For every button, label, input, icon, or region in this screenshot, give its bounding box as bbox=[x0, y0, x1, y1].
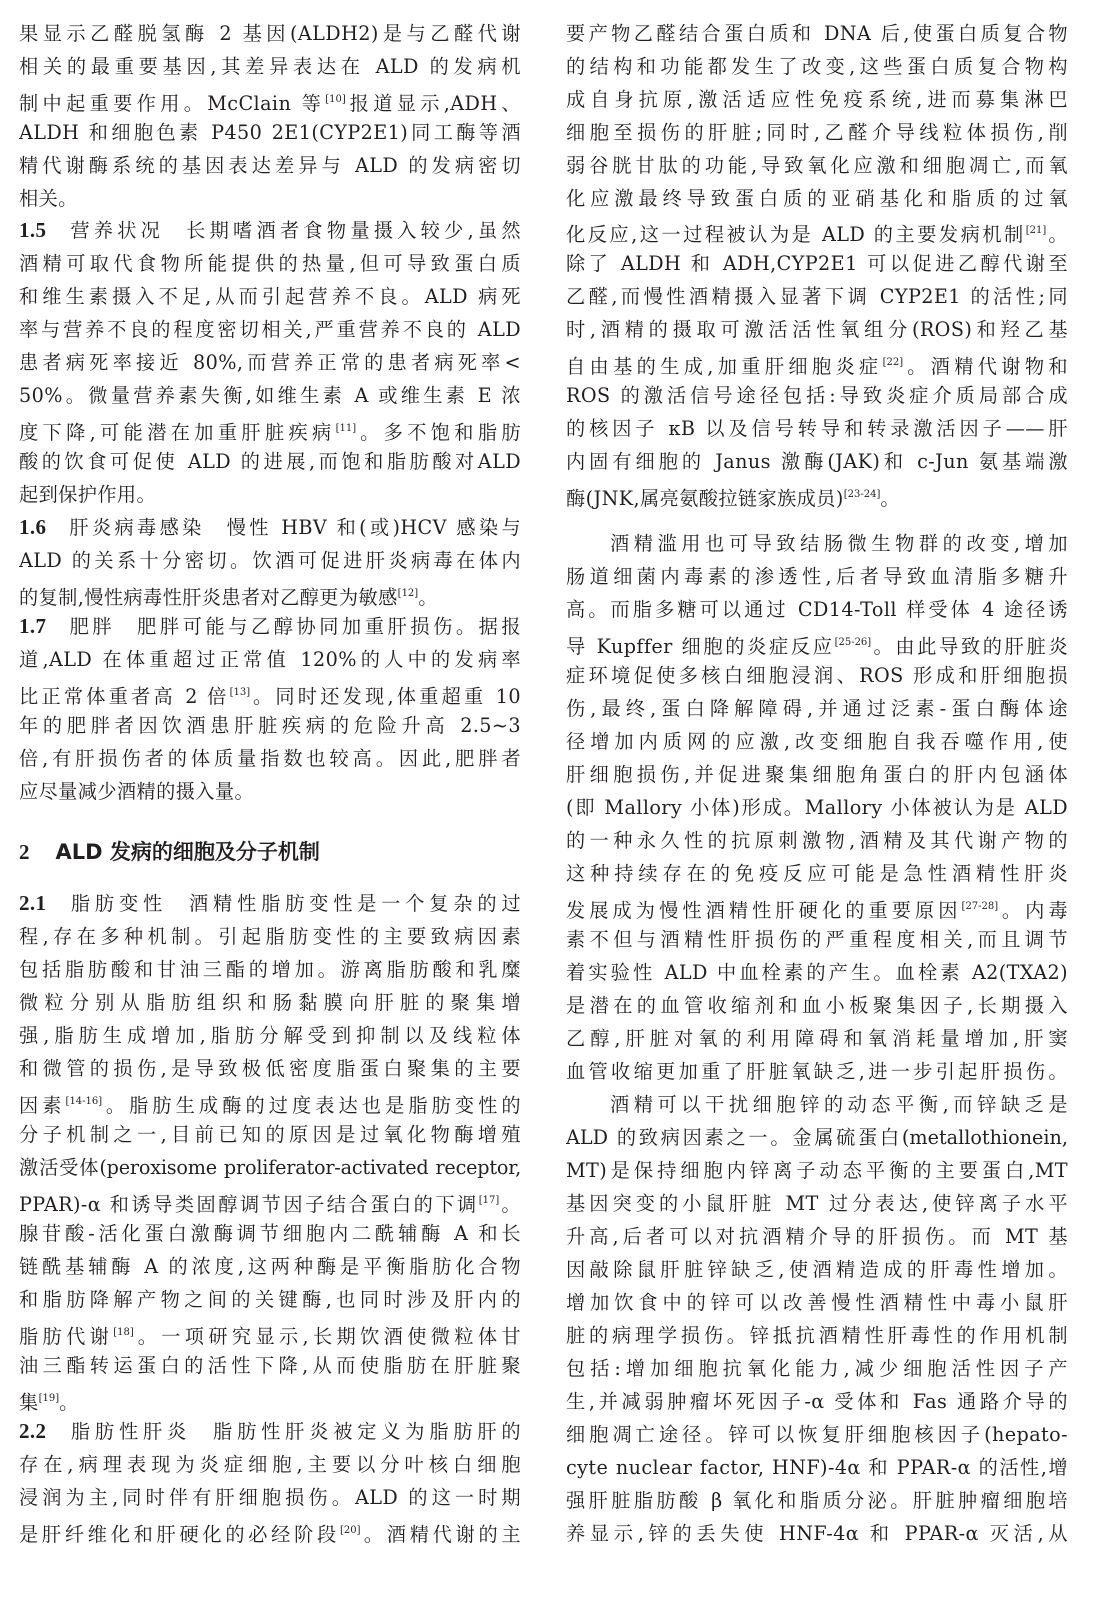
text-line: 浸润为主,同时伴有肝细胞损伤。ALD 的这一时期 bbox=[19, 1486, 521, 1509]
citation: [27-28] bbox=[961, 901, 999, 912]
citation: [10] bbox=[325, 94, 346, 105]
text-line: 肝细胞损伤,并促进聚集细胞角蛋白的肝内包涵体 bbox=[566, 763, 1068, 786]
text-line: 油三酯转运蛋白的活性下降,从而使脂肪在肝脏聚 bbox=[19, 1354, 521, 1377]
text-line: 乙醛,而慢性酒精摄入显著下调 CYP2E1 的活性;同 bbox=[566, 285, 1068, 308]
text-line bbox=[19, 676, 521, 709]
text-line: 程,存在多种机制。引起脂肪变性的主要致病因素 bbox=[19, 925, 521, 948]
section-2-1-first-line bbox=[19, 887, 521, 920]
section-title: 肝炎病毒感染 bbox=[66, 516, 205, 539]
text-line bbox=[566, 478, 1068, 511]
text-line: 这种持续存在的免疫反应可能是急性酒精性肝炎 bbox=[566, 862, 1068, 885]
text: 。一项研究显示,长期饮酒使微粒体甘 bbox=[133, 1325, 521, 1348]
text-line: 强肝脏脂肪酸 β 氧化和脂质分泌。肝脏肿瘤细胞培 bbox=[566, 1489, 1068, 1512]
text-line bbox=[19, 1382, 521, 1415]
text-line: 和脂肪降解产物之间的关键酶,也同时涉及肝内的 bbox=[19, 1288, 521, 1311]
citation: [13] bbox=[229, 687, 251, 698]
text-line bbox=[19, 1184, 521, 1217]
text: 。由此导致的肝脏炎 bbox=[871, 635, 1068, 658]
text: 化反应,这一过程被认为是 ALD 的主要发病机制 bbox=[566, 223, 1026, 246]
text-line: 年的肥胖者因饮酒患肝脏疾病的危险升高 2.5~3 bbox=[19, 714, 521, 737]
section-2-heading bbox=[19, 832, 320, 872]
text: 脂肪代谢 bbox=[19, 1325, 114, 1348]
text-line: 成自身抗原,激活适应性免疫系统,进而募集淋巴 bbox=[566, 88, 1068, 111]
section-number: 1.6 bbox=[19, 515, 47, 539]
text-line: ALD 的致病因素之一。金属硫蛋白(metallothionein, bbox=[566, 1126, 1068, 1149]
text-line: 生,并减弱肿瘤坏死因子-α 受体和 Fas 通路介导的 bbox=[566, 1390, 1068, 1413]
text-line: 是潜在的血管收缩剂和血小板聚集因子,长期摄入 bbox=[566, 994, 1068, 1017]
text-line: 基因突变的小鼠肝脏 MT 过分表达,使锌离子水平 bbox=[566, 1192, 1068, 1215]
text-line: 倍,有肝损伤者的体质量指数也较高。因此,肥胖者 bbox=[19, 747, 521, 770]
citation: [23-24] bbox=[843, 489, 881, 500]
text-line: ROS 的激活信号途径包括:导致炎症介质局部合成 bbox=[566, 384, 1068, 407]
text: 。 bbox=[418, 586, 438, 609]
paragraph-first-line: 酒精滥用也可导致结肠微生物群的改变,增加 bbox=[610, 532, 1068, 555]
text-line: 50%。微量营养素失衡,如维生素 A 或维生素 E 浓 bbox=[19, 384, 521, 407]
text-line: 时,酒精的摄取可激活活性氧组分(ROS)和羟乙基 bbox=[566, 318, 1068, 341]
text-line: 伤,最终,蛋白降解障碍,并通过泛素-蛋白酶体途 bbox=[566, 697, 1068, 720]
citation: [14-16] bbox=[65, 1096, 103, 1107]
section-number: 2.2 bbox=[19, 1419, 47, 1443]
text-line: 细胞至损伤的肝脏;同时,乙醛介导线粒体损伤,削 bbox=[566, 121, 1068, 144]
text-line: 升高,后者可以对抗酒精介导的肝损伤。而 MT 基 bbox=[566, 1225, 1068, 1248]
text-line: 微粒分别从脂肪组织和肠黏膜向肝脏的聚集增 bbox=[19, 991, 521, 1014]
text-line: 细胞凋亡途径。锌可以恢复肝细胞核因子(hepato- bbox=[566, 1423, 1068, 1446]
text-line: 精代谢酶系统的基因表达差异与 ALD 的发病密切 bbox=[19, 154, 521, 177]
text: 。 bbox=[1046, 223, 1068, 246]
text: 比正常体重者高 2 倍 bbox=[19, 685, 230, 708]
text-line: 养显示,锌的丢失使 HNF-4α 和 PPAR-α 灭活,从 bbox=[566, 1522, 1068, 1545]
citation: [17] bbox=[478, 1195, 500, 1206]
text: 。酒精代谢的主 bbox=[360, 1523, 521, 1546]
text-line: 因敲除鼠肝脏锌缺乏,使酒精造成的肝毒性增加。 bbox=[566, 1258, 1068, 1281]
text-line: 率与营养不良的程度密切相关,严重营养不良的 ALD bbox=[19, 318, 521, 341]
section-1-5-first-line bbox=[19, 214, 521, 247]
text-line: 内固有细胞的 Janus 激酶(JAK)和 c-Jun 氨基端激 bbox=[566, 450, 1068, 473]
citation: [22] bbox=[882, 357, 904, 368]
text: 。 bbox=[880, 487, 900, 510]
text-line: 和维生素摄入不足,从而引起营养不良。ALD 病死 bbox=[19, 285, 521, 308]
text-line bbox=[566, 626, 1068, 659]
text: 报道显示,ADH、 bbox=[345, 92, 521, 115]
text-line: 增加饮食中的锌可以改善慢性酒精性中毒小鼠肝 bbox=[566, 1291, 1068, 1314]
text-line bbox=[19, 1514, 521, 1547]
text-line: 症环境促使多核白细胞浸润、ROS 形成和肝细胞损 bbox=[566, 664, 1068, 687]
text-line: 果显示乙醛脱氢酶 2 基因(ALDH2)是与乙醛代谢 bbox=[19, 22, 521, 45]
text-line: 的一种永久性的抗原刺激物,酒精及其代谢产物的 bbox=[566, 829, 1068, 852]
text-line: 高。而脂多糖可以通过 CD14-Toll 样受体 4 途径诱 bbox=[566, 598, 1068, 621]
text-line: 径增加内质网的应激,改变细胞自我吞噬作用,使 bbox=[566, 730, 1068, 753]
citation: [25-26] bbox=[834, 637, 872, 648]
text-line bbox=[19, 1316, 521, 1349]
text-line bbox=[566, 890, 1068, 923]
text-line: cyte nuclear factor, HNF)-4α 和 PPAR-α 的活性,增 bbox=[566, 1456, 1068, 1479]
text-line: 的结构和功能都发生了改变,这些蛋白质复合物构 bbox=[566, 55, 1068, 78]
text: 长期嗜酒者食物量摄入较少,虽然 bbox=[186, 219, 521, 242]
section-title: 肥胖 bbox=[66, 615, 116, 638]
text-line: 的核因子 κB 以及信号转导和转录激活因子——肝 bbox=[566, 417, 1068, 440]
text: 制中起重要作用。McClain 等 bbox=[19, 92, 326, 115]
text-line: ALDH 和细胞色素 P450 2E1(CYP2E1)同工酶等酒 bbox=[19, 121, 521, 144]
text: 。脂肪生成酶的过度表达也是脂肪变性的 bbox=[102, 1094, 521, 1117]
text-line: 起到保护作用。 bbox=[19, 483, 157, 506]
section-title: 营养状况 bbox=[66, 219, 165, 242]
text-line: 相关的最重要基因,其差异表达在 ALD 的发病机 bbox=[19, 55, 521, 78]
text: 慢性 HBV 和(或)HCV 感染与 bbox=[226, 516, 521, 539]
text-line: 血管收缩更加重了肝脏氧缺乏,进一步引起肝损伤。 bbox=[566, 1060, 1068, 1083]
text-line: MT)是保持细胞内锌离子动态平衡的主要蛋白,MT bbox=[566, 1159, 1068, 1182]
text-line: ALD 的关系十分密切。饮酒可促进肝炎病毒在体内 bbox=[19, 549, 521, 572]
section-title: 脂肪变性 bbox=[66, 892, 168, 915]
text: 酶(JNK,属亮氨酸拉链家族成员) bbox=[566, 487, 844, 510]
section-number: 1.5 bbox=[19, 218, 47, 242]
text-line: 存在,病理表现为炎症细胞,主要以分叶核白细胞 bbox=[19, 1453, 521, 1476]
text-line: 相关。 bbox=[19, 187, 78, 210]
citation: [19] bbox=[38, 1393, 60, 1404]
text-line: 乙醇,肝脏对氧的利用障碍和氧消耗量增加,肝窦 bbox=[566, 1027, 1068, 1050]
text-line: 要产物乙醛结合蛋白质和 DNA 后,使蛋白质复合物 bbox=[566, 22, 1068, 45]
text: 集 bbox=[19, 1391, 39, 1414]
text: 因素 bbox=[19, 1094, 66, 1117]
text-line bbox=[19, 1085, 521, 1118]
section-2-2-first-line bbox=[19, 1415, 521, 1448]
text-line: 患者病死率接近 80%,而营养正常的患者病死率< bbox=[19, 351, 521, 374]
citation: [12] bbox=[397, 588, 419, 599]
text: PPAR)-α 和诱导类固醇调节因子结合蛋白的下调 bbox=[19, 1193, 479, 1216]
section-number: 2.1 bbox=[19, 891, 47, 915]
text: 酒精性脂肪变性是一个复杂的过 bbox=[189, 892, 521, 915]
text: 度下降,可能潜在加重肝脏疾病 bbox=[19, 421, 336, 444]
text-line: 分子机制之一,目前已知的原因是过氧化物酶增殖 bbox=[19, 1123, 521, 1146]
text: 。同时还发现,体重超重 10 bbox=[250, 685, 521, 708]
text: 。内毒 bbox=[998, 899, 1068, 922]
text: 是肝纤维化和肝硬化的必经阶段 bbox=[19, 1523, 340, 1546]
text-line: 着实验性 ALD 中血栓素的产生。血栓素 A2(TXA2) bbox=[566, 961, 1068, 984]
text-line: 和微管的损伤,是导致极低密度脂蛋白聚集的主要 bbox=[19, 1057, 521, 1080]
text: 发展成为慢性酒精性肝硬化的重要原因 bbox=[566, 899, 962, 922]
text-line: 包括脂肪酸和甘油三酯的增加。游离脂肪酸和乳糜 bbox=[19, 958, 521, 981]
text: 的复制,慢性病毒性肝炎患者对乙醇更为敏感 bbox=[19, 586, 398, 609]
text-line: (即 Mallory 小体)形成。Mallory 小体被认为是 ALD bbox=[566, 796, 1068, 819]
text-line: 酸的饮食可促使 ALD 的进展,而饱和脂肪酸对ALD bbox=[19, 450, 521, 473]
citation: [18] bbox=[113, 1327, 134, 1338]
text: 。酒精代谢物和 bbox=[903, 355, 1068, 378]
section-1-6-first-line bbox=[19, 511, 521, 544]
text-line: 链酰基辅酶 A 的浓度,这两种酶是平衡脂肪化合物 bbox=[19, 1255, 521, 1278]
text: 肥胖可能与乙醇协同加重肝损伤。据报 bbox=[137, 615, 521, 638]
section-title: ALD 发病的细胞及分子机制 bbox=[55, 840, 320, 864]
citation: [21] bbox=[1025, 225, 1047, 236]
text-line: 除了 ALDH 和 ADH,CYP2E1 可以促进乙醇代谢至 bbox=[566, 252, 1068, 275]
text: 。 bbox=[59, 1391, 79, 1414]
text-line: 道,ALD 在体重超过正常值 120%的人中的发病率 bbox=[19, 648, 521, 671]
section-number: 2 bbox=[19, 840, 30, 864]
text-line: 强,脂肪生成增加,脂肪分解受到抑制以及线粒体 bbox=[19, 1024, 521, 1047]
section-title: 脂肪性肝炎 bbox=[66, 1420, 192, 1443]
paragraph-first-line: 酒精可以干扰细胞锌的动态平衡,而锌缺乏是 bbox=[610, 1093, 1068, 1116]
section-number: 1.7 bbox=[19, 614, 47, 638]
text-line: 肠道细菌内毒素的渗透性,后者导致血清脂多糖升 bbox=[566, 565, 1068, 588]
text-line: 脏的病理学损伤。锌抵抗酒精性肝毒性的作用机制 bbox=[566, 1324, 1068, 1347]
text: 导 Kupffer 细胞的炎症反应 bbox=[566, 635, 835, 658]
text-line: 弱谷胱甘肽的功能,导致氧化应激和细胞凋亡,而氧 bbox=[566, 154, 1068, 177]
text-line: 应尽量减少酒精的摄入量。 bbox=[19, 780, 255, 803]
text: 。多不饱和脂肪 bbox=[356, 421, 521, 444]
text-line bbox=[19, 577, 521, 610]
text-line: 激活受体(peroxisome proliferator-activated receptor, bbox=[19, 1156, 521, 1179]
text-line: 酒精可取代食物所能提供的热量,但可导致蛋白质 bbox=[19, 252, 521, 275]
text-line bbox=[19, 412, 521, 445]
text: 自由基的生成,加重肝细胞炎症 bbox=[566, 355, 883, 378]
citation: [20] bbox=[339, 1525, 361, 1536]
text: 。 bbox=[499, 1193, 521, 1216]
section-1-7-first-line bbox=[19, 610, 521, 643]
text: 脂肪性肝炎被定义为脂肪肝的 bbox=[213, 1420, 521, 1443]
text-line: 素不但与酒精性肝损伤的严重程度相关,而且调节 bbox=[566, 928, 1068, 951]
text-line: 化应激最终导致蛋白质的亚硝基化和脂质的过氧 bbox=[566, 187, 1068, 210]
text-line bbox=[19, 83, 521, 116]
text-line bbox=[566, 214, 1068, 247]
text-line: 腺苷酸-活化蛋白激酶调节细胞内二酰辅酶 A 和长 bbox=[19, 1222, 521, 1245]
text-line: 包括:增加细胞抗氧化能力,减少细胞活性因子产 bbox=[566, 1357, 1068, 1380]
text-line bbox=[566, 346, 1068, 379]
citation: [11] bbox=[335, 423, 357, 434]
